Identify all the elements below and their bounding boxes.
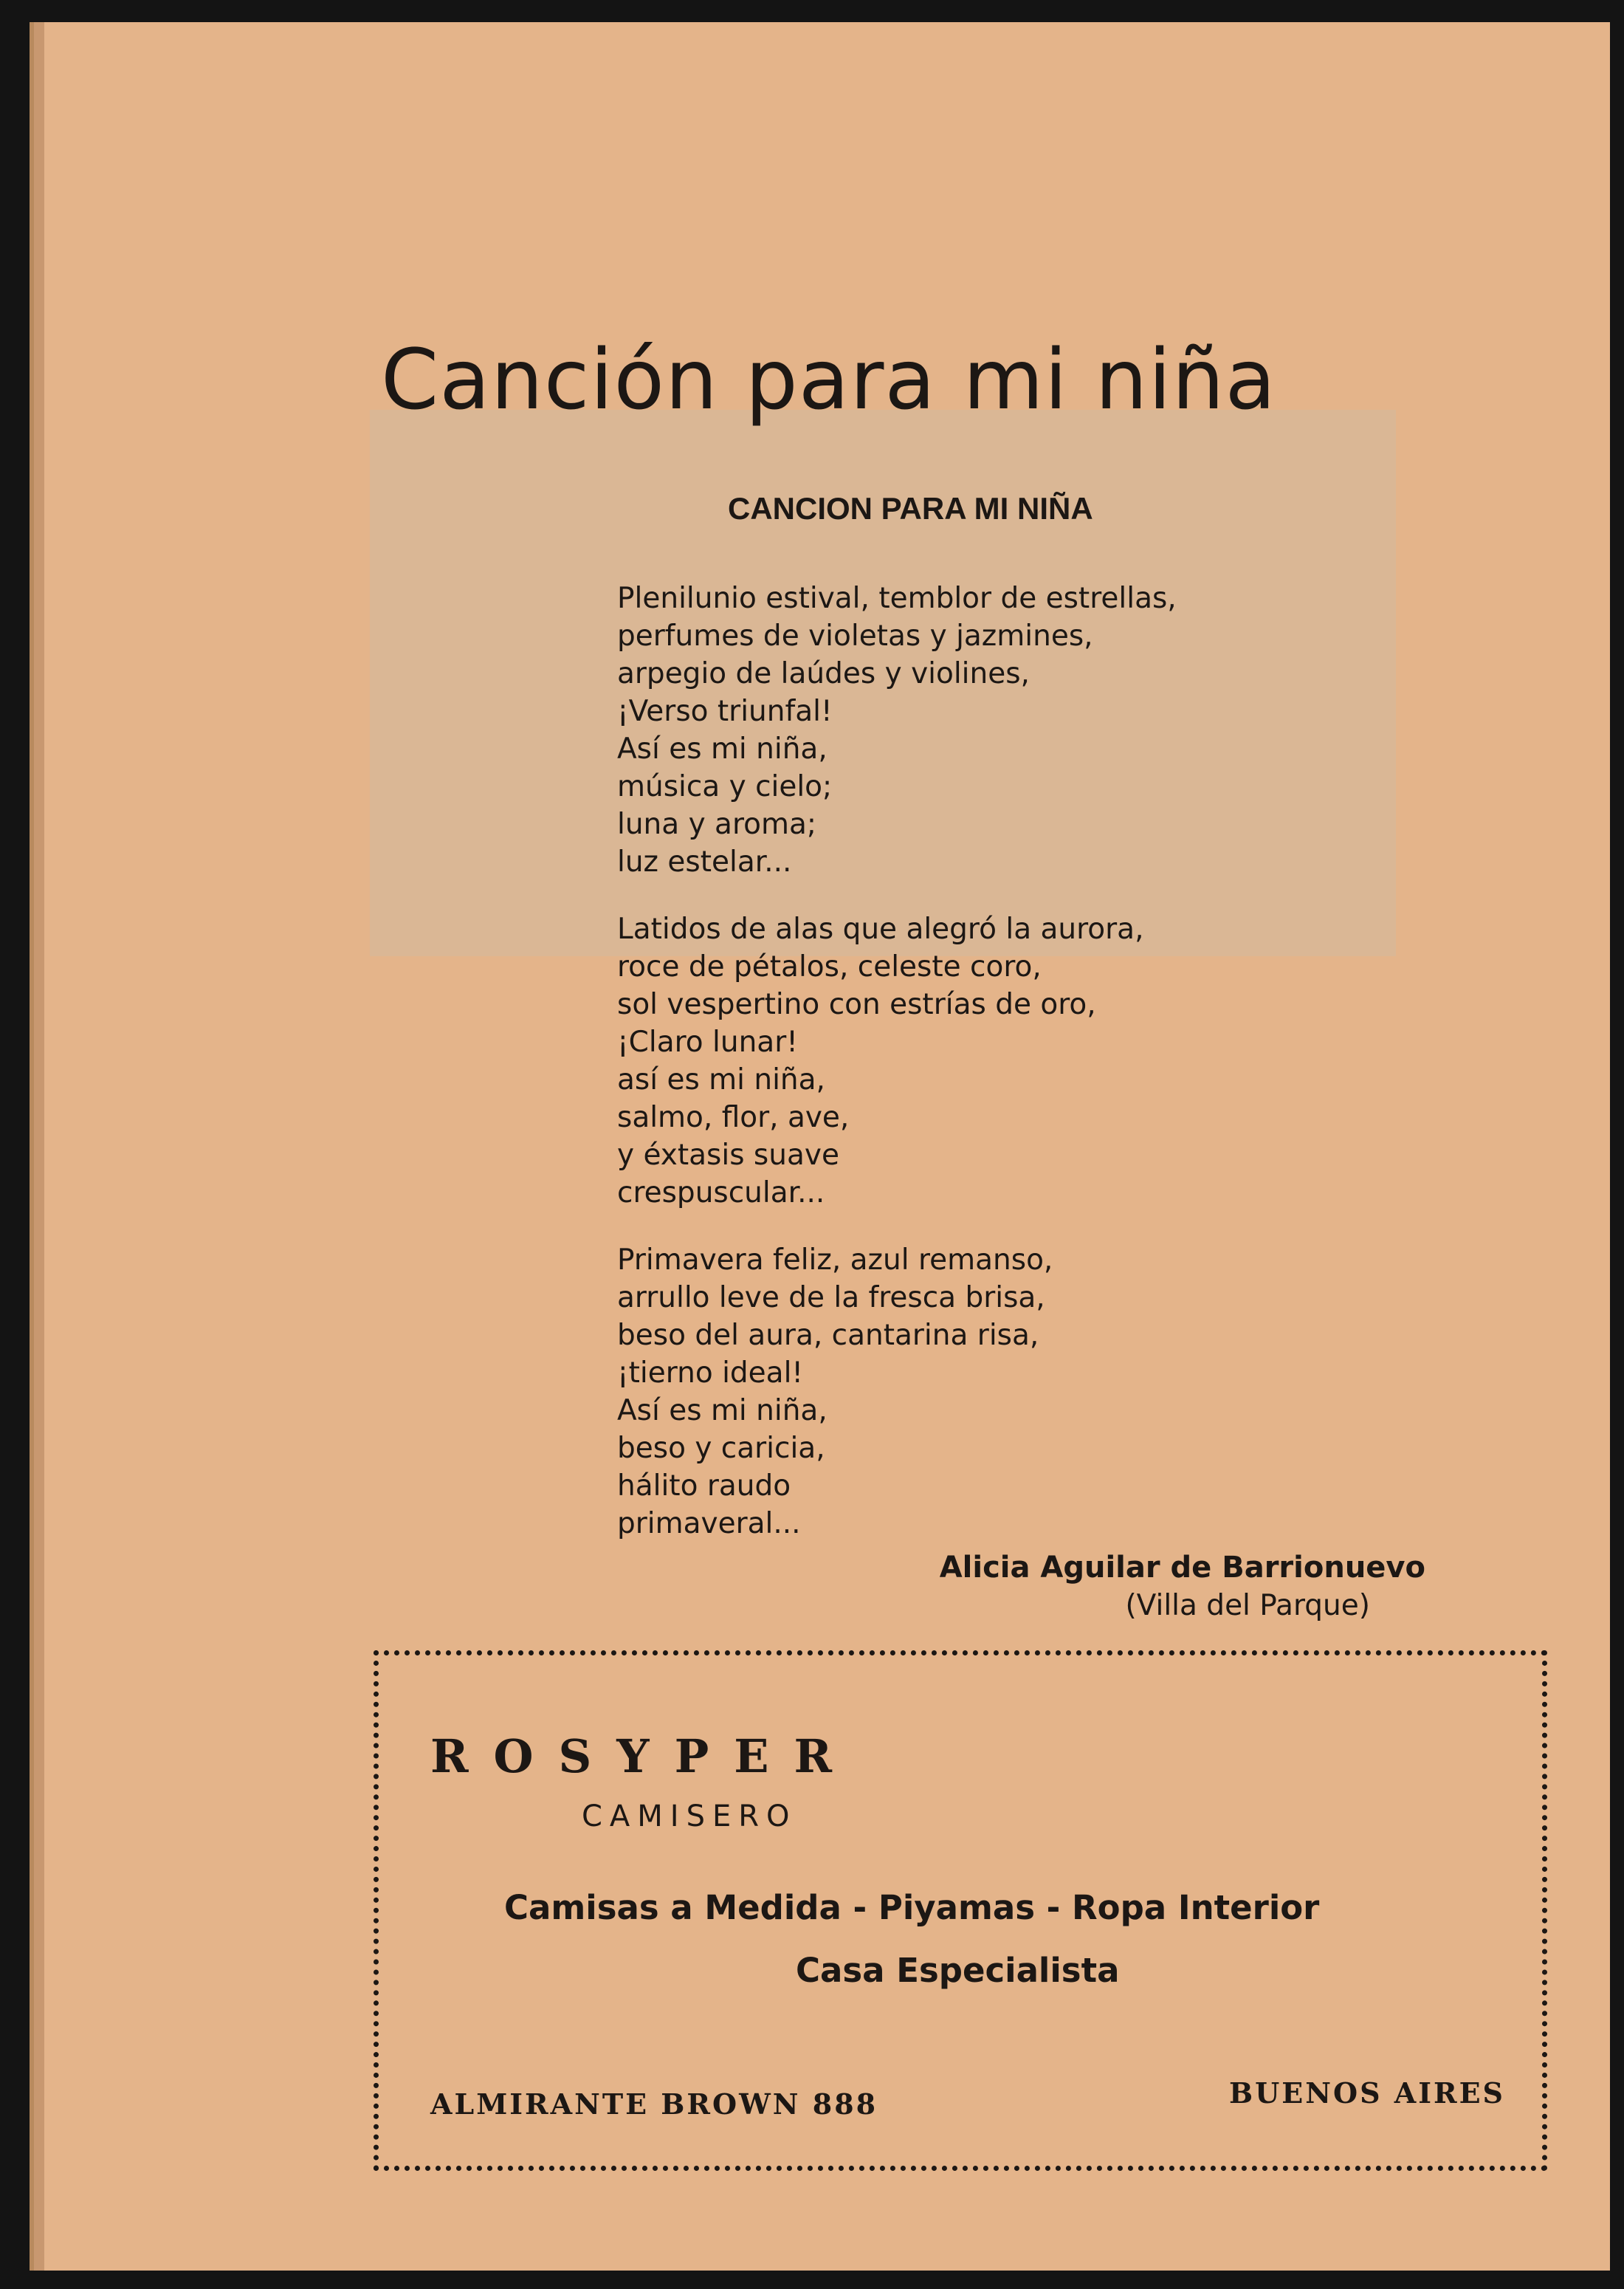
poem-line: crespuscular... — [617, 1176, 825, 1209]
poem-line: música y cielo; — [617, 770, 833, 803]
poem-line: y éxtasis suave — [617, 1139, 839, 1172]
poem-stanza-2 — [617, 910, 1177, 1212]
poem-line: beso del aura, cantarina risa, — [617, 1319, 1039, 1352]
poem-stanza-1 — [617, 580, 1177, 881]
poem-line: Plenilunio estival, temblor de estrellas, — [617, 582, 1177, 615]
poem-line: Así es mi niña, — [617, 732, 828, 766]
ad-tagline: Casa Especialista — [796, 1951, 1120, 1990]
poem-subtitle: CANCION PARA MI NIÑA — [728, 491, 1093, 526]
ad-city: BUENOS AIRES — [1229, 2076, 1505, 2110]
magazine-page — [30, 22, 1610, 2271]
ad-products: Camisas a Medida - Piyamas - Ropa Interior — [504, 1888, 1320, 1927]
ad-address: ALMIRANTE BROWN 888 — [430, 2087, 878, 2121]
poem-line: Primavera feliz, azul remanso, — [617, 1243, 1053, 1277]
poem-line: hálito raudo — [617, 1469, 791, 1503]
poem-line: primaveral... — [617, 1507, 801, 1540]
ad-brand-name: ROSYPER — [430, 1729, 857, 1783]
poem-line: así es mi niña, — [617, 1063, 825, 1097]
author-location: (Villa del Parque) — [1125, 1589, 1370, 1622]
poem-line: Latidos de alas que alegró la aurora, — [617, 913, 1144, 946]
advertisement-box — [374, 1650, 1547, 2171]
poem-line: ¡tierno ideal! — [617, 1356, 804, 1390]
poem-line: ¡Verso triunfal! — [617, 695, 833, 728]
poem-line: perfumes de violetas y jazmines, — [617, 620, 1093, 653]
page-title: Canción para mi niña — [381, 332, 1277, 428]
poem-author: Alicia Aguilar de Barrionuevo — [939, 1551, 1425, 1585]
poem-line: luz estelar... — [617, 845, 792, 879]
poem-line: beso y caricia, — [617, 1432, 825, 1465]
ad-brand-subtitle: CAMISERO — [582, 1799, 797, 1833]
page-spine — [34, 22, 44, 2271]
poem-line: Así es mi niña, — [617, 1394, 828, 1427]
poem-line: sol vespertino con estrías de oro, — [617, 988, 1096, 1021]
poem-line: arpegio de laúdes y violines, — [617, 657, 1030, 690]
poem-line: salmo, flor, ave, — [617, 1101, 850, 1134]
poem-line: roce de pétalos, celeste coro, — [617, 950, 1042, 984]
poem-line: luna y aroma; — [617, 808, 817, 841]
poem-stanza-3 — [617, 1241, 1177, 1542]
poem-line: arrullo leve de la fresca brisa, — [617, 1281, 1045, 1314]
poem — [617, 580, 1177, 1572]
poem-line: ¡Claro lunar! — [617, 1026, 798, 1059]
